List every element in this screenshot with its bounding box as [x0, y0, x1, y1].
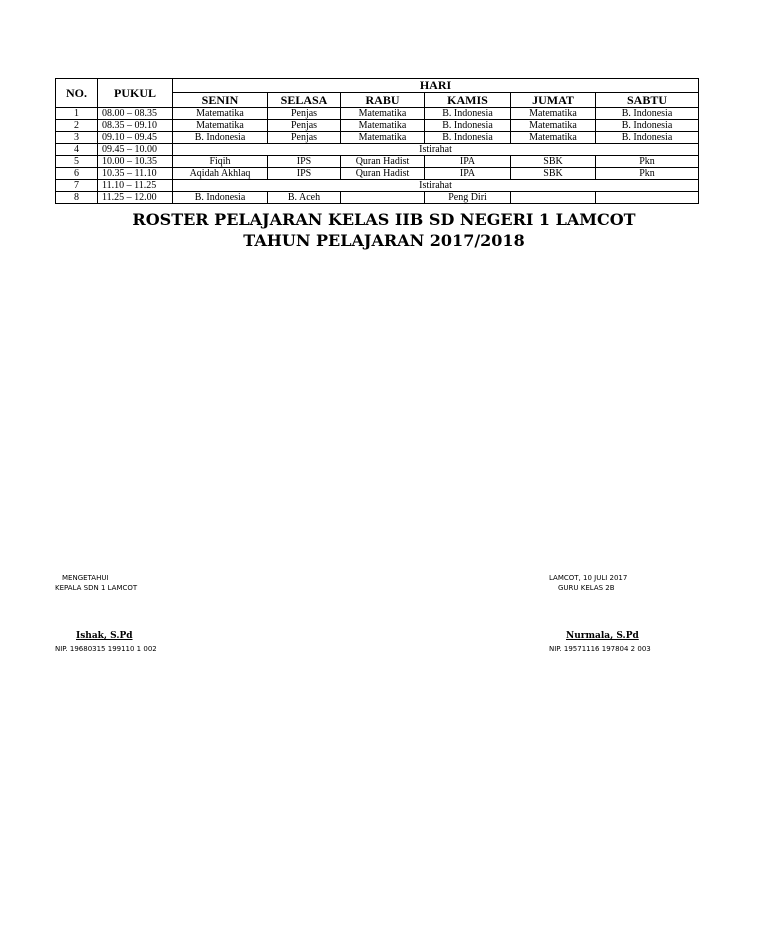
- subject-cell: Matematika: [341, 120, 425, 132]
- signature-left-nip: NIP. 19680315 199110 1 002: [55, 645, 157, 653]
- roster-table: [55, 78, 699, 204]
- subject-cell: Aqidah Akhlaq: [173, 168, 268, 180]
- subject-cell: IPA: [425, 156, 511, 168]
- subject-cell: Pkn: [596, 168, 699, 180]
- header-day: SELASA: [268, 93, 341, 108]
- subject-cell: Penjas: [268, 132, 341, 144]
- document-subtitle: TAHUN PELAJARAN 2017/2018: [243, 231, 525, 250]
- subject-cell: B. Indonesia: [596, 108, 699, 120]
- table-row: [56, 156, 699, 168]
- subject-cell: Pkn: [596, 156, 699, 168]
- subject-cell: SBK: [511, 168, 596, 180]
- subject-cell: IPS: [268, 156, 341, 168]
- row-number: 6: [56, 168, 98, 180]
- row-number: 5: [56, 156, 98, 168]
- header-no: NO.: [56, 79, 98, 108]
- table-row: [56, 180, 699, 192]
- row-time: 11.25 – 12.00: [98, 192, 173, 204]
- subject-cell: B. Indonesia: [425, 108, 511, 120]
- subject-cell: B. Indonesia: [173, 132, 268, 144]
- document-title: ROSTER PELAJARAN KELAS IIB SD NEGERI 1 LAMCOT: [132, 210, 636, 229]
- row-number: 7: [56, 180, 98, 192]
- table-row: [56, 108, 699, 120]
- subject-cell: B. Indonesia: [596, 132, 699, 144]
- signature-right-date: LAMCOT, 10 JULI 2017: [549, 574, 628, 582]
- row-time: 08.35 – 09.10: [98, 120, 173, 132]
- signature-right-nip: NIP. 19571116 197804 2 003: [549, 645, 651, 653]
- subject-cell: IPS: [268, 168, 341, 180]
- header-day: JUMAT: [511, 93, 596, 108]
- subject-cell: Quran Hadist: [341, 156, 425, 168]
- subject-cell: SBK: [511, 156, 596, 168]
- row-number: 1: [56, 108, 98, 120]
- subject-cell: [341, 192, 425, 204]
- subject-cell: Matematika: [341, 132, 425, 144]
- signature-left-position: KEPALA SDN 1 LAMCOT: [55, 584, 138, 592]
- signature-right-position: GURU KELAS 2B: [558, 584, 615, 592]
- row-time: 09.10 – 09.45: [98, 132, 173, 144]
- signature-left-name: Ishak, S.Pd: [76, 631, 133, 641]
- subject-cell: Penjas: [268, 108, 341, 120]
- header-day: SABTU: [596, 93, 699, 108]
- header-pukul: PUKUL: [98, 79, 173, 108]
- subject-cell: Matematika: [511, 108, 596, 120]
- break-cell: Istirahat: [173, 144, 699, 156]
- subject-cell: Penjas: [268, 120, 341, 132]
- row-time: 10.00 – 10.35: [98, 156, 173, 168]
- subject-cell: B. Aceh: [268, 192, 341, 204]
- subject-cell: Peng Diri: [425, 192, 511, 204]
- header-day: SENIN: [173, 93, 268, 108]
- subject-cell: Matematika: [173, 120, 268, 132]
- subject-cell: [511, 192, 596, 204]
- signature-right-name: Nurmala, S.Pd: [566, 631, 639, 641]
- subject-cell: Matematika: [511, 132, 596, 144]
- signature-left-label: MENGETAHUI: [62, 574, 109, 582]
- header-day: KAMIS: [425, 93, 511, 108]
- table-row: [56, 144, 699, 156]
- subject-cell: B. Indonesia: [425, 132, 511, 144]
- subject-cell: Matematika: [173, 108, 268, 120]
- subject-cell: Matematika: [341, 108, 425, 120]
- subject-cell: B. Indonesia: [425, 120, 511, 132]
- subject-cell: IPA: [425, 168, 511, 180]
- break-cell: Istirahat: [173, 180, 699, 192]
- row-time: 11.10 – 11.25: [98, 180, 173, 192]
- table-row: [56, 192, 699, 204]
- row-time: 10.35 – 11.10: [98, 168, 173, 180]
- row-time: 09.45 – 10.00: [98, 144, 173, 156]
- header-hari: HARI: [173, 79, 699, 93]
- row-number: 2: [56, 120, 98, 132]
- table-row: [56, 168, 699, 180]
- row-number: 4: [56, 144, 98, 156]
- subject-cell: [596, 192, 699, 204]
- subject-cell: B. Indonesia: [173, 192, 268, 204]
- subject-cell: Matematika: [511, 120, 596, 132]
- row-number: 3: [56, 132, 98, 144]
- subject-cell: Fiqih: [173, 156, 268, 168]
- row-time: 08.00 – 08.35: [98, 108, 173, 120]
- row-number: 8: [56, 192, 98, 204]
- table-row: [56, 120, 699, 132]
- subject-cell: Quran Hadist: [341, 168, 425, 180]
- header-day: RABU: [341, 93, 425, 108]
- table-row: [56, 132, 699, 144]
- subject-cell: B. Indonesia: [596, 120, 699, 132]
